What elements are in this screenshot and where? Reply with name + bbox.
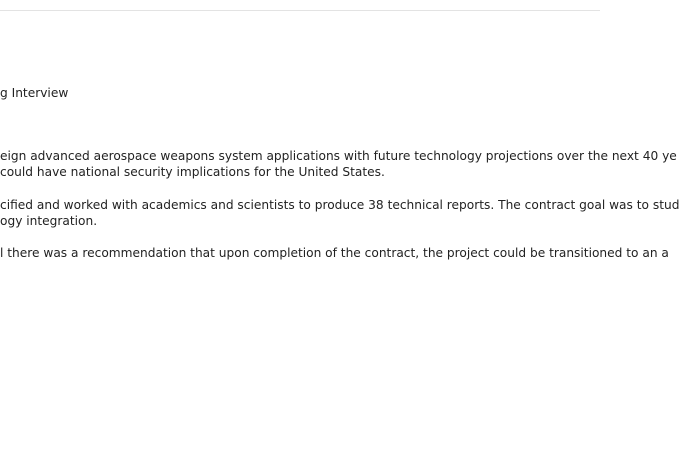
page-top-divider (0, 10, 600, 11)
document-heading: g Interview (0, 86, 69, 100)
paragraph-2-line-2: ogy integration. (0, 214, 98, 228)
paragraph-1-line-1: eign advanced aerospace weapons system applications with future technology projections over the next 40 ye (0, 149, 677, 163)
paragraph-2-line-1: cified and worked with academics and scientists to produce 38 technical reports. The contract goal was to stud (0, 198, 679, 212)
paragraph-1-line-2: could have national security implications for the United States. (0, 165, 385, 179)
paragraph-3-line-1: l there was a recommendation that upon completion of the contract, the project could be transitioned to an a (0, 246, 669, 260)
